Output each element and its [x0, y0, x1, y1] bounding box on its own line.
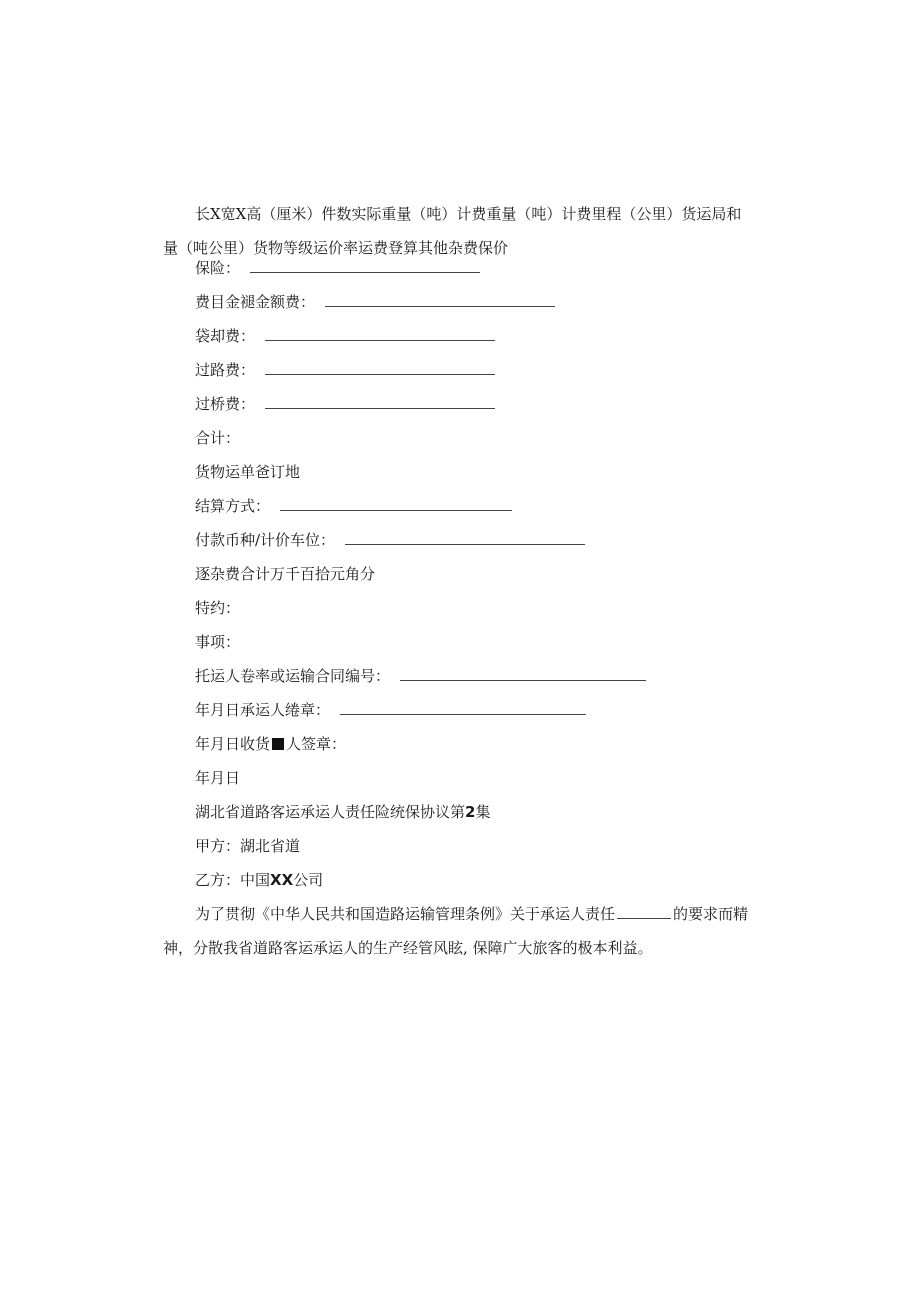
carrier-sign-label: 年月日承运人绻章： — [195, 701, 331, 719]
toll-fee-label: 过路费： — [195, 361, 256, 379]
insurance-blank[interactable] — [250, 271, 480, 273]
currency-label: 付款币种/计价车位： — [195, 531, 336, 549]
date-text: 年月日 — [195, 769, 241, 787]
settlement-field — [195, 496, 512, 516]
special-label: 特约： — [195, 599, 241, 617]
date-line — [195, 768, 240, 788]
toll-fee-field — [195, 360, 495, 380]
party-a-text: 甲方：湖北省道 — [195, 837, 301, 855]
party-b-prefix: 乙方：中国 — [195, 871, 271, 889]
waybill-text: 货物运单爸订地 — [195, 463, 301, 481]
bridge-fee-label: 过桥费： — [195, 395, 256, 413]
total-line — [195, 428, 240, 448]
party-b-suffix: 公司 — [293, 871, 324, 889]
body-paragraph — [163, 897, 753, 965]
total-label: 合计： — [195, 429, 241, 447]
matters-label: 事项： — [195, 633, 241, 651]
responsibility-blank[interactable] — [617, 917, 671, 919]
body-text-2: 的要求而精神，分散我省道路客运承运人的生产经管风眩, 保障广大旅客的极本利益。 — [163, 905, 749, 957]
header-text: 长X宽X高（厘米）件数实际重量（吨）计费重量（吨）计费里程（公里）货运局和量（吨公里）货物等级运价率运费登算其他杂费保价 — [163, 205, 742, 257]
header-paragraph — [163, 197, 753, 265]
party-b-line — [195, 870, 323, 890]
agreement-title-suffix: 集 — [475, 803, 491, 821]
bag-fee-label: 袋却费： — [195, 327, 256, 345]
special-line — [195, 598, 240, 618]
consignor-blank[interactable] — [400, 679, 646, 681]
carrier-sign-blank[interactable] — [340, 713, 586, 715]
consignor-field — [195, 666, 646, 686]
agreement-title — [195, 802, 490, 822]
carrier-sign-field — [195, 700, 586, 720]
consignor-label: 托运人卷率或运输合同编号： — [195, 667, 391, 685]
settlement-label: 结算方式： — [195, 497, 271, 515]
black-square-icon — [272, 738, 284, 750]
fee-amount-field — [195, 292, 555, 312]
body-text-1: 为了贯彻《中华人民共和国造路运输管理条例》关于承运人责任 — [195, 905, 616, 923]
agreement-title-number: 2 — [465, 803, 476, 821]
receiver-sign-line — [195, 734, 346, 754]
toll-fee-blank[interactable] — [265, 373, 495, 375]
insurance-label: 保险： — [195, 259, 241, 277]
bridge-fee-field — [195, 394, 495, 414]
currency-blank[interactable] — [345, 543, 585, 545]
misc-total-line — [195, 564, 375, 584]
agreement-title-prefix: 湖北省道路客运承运人责任险统保协议第 — [195, 803, 466, 821]
fee-amount-blank[interactable] — [325, 305, 555, 307]
insurance-field — [195, 258, 480, 278]
party-b-bold: XX — [270, 871, 294, 889]
bag-fee-field — [195, 326, 495, 346]
misc-total-text: 逐杂费合计万千百拾元角分 — [195, 565, 376, 583]
fee-amount-label: 费目金褪金额费： — [195, 293, 316, 311]
currency-field — [195, 530, 585, 550]
matters-line — [195, 632, 240, 652]
bridge-fee-blank[interactable] — [265, 407, 495, 409]
party-a-line — [195, 836, 300, 856]
bag-fee-blank[interactable] — [265, 339, 495, 341]
receiver-sign-suffix: 人签章： — [286, 735, 347, 753]
receiver-sign-prefix: 年月日收货 — [195, 735, 271, 753]
waybill-line — [195, 462, 300, 482]
settlement-blank[interactable] — [280, 509, 512, 511]
